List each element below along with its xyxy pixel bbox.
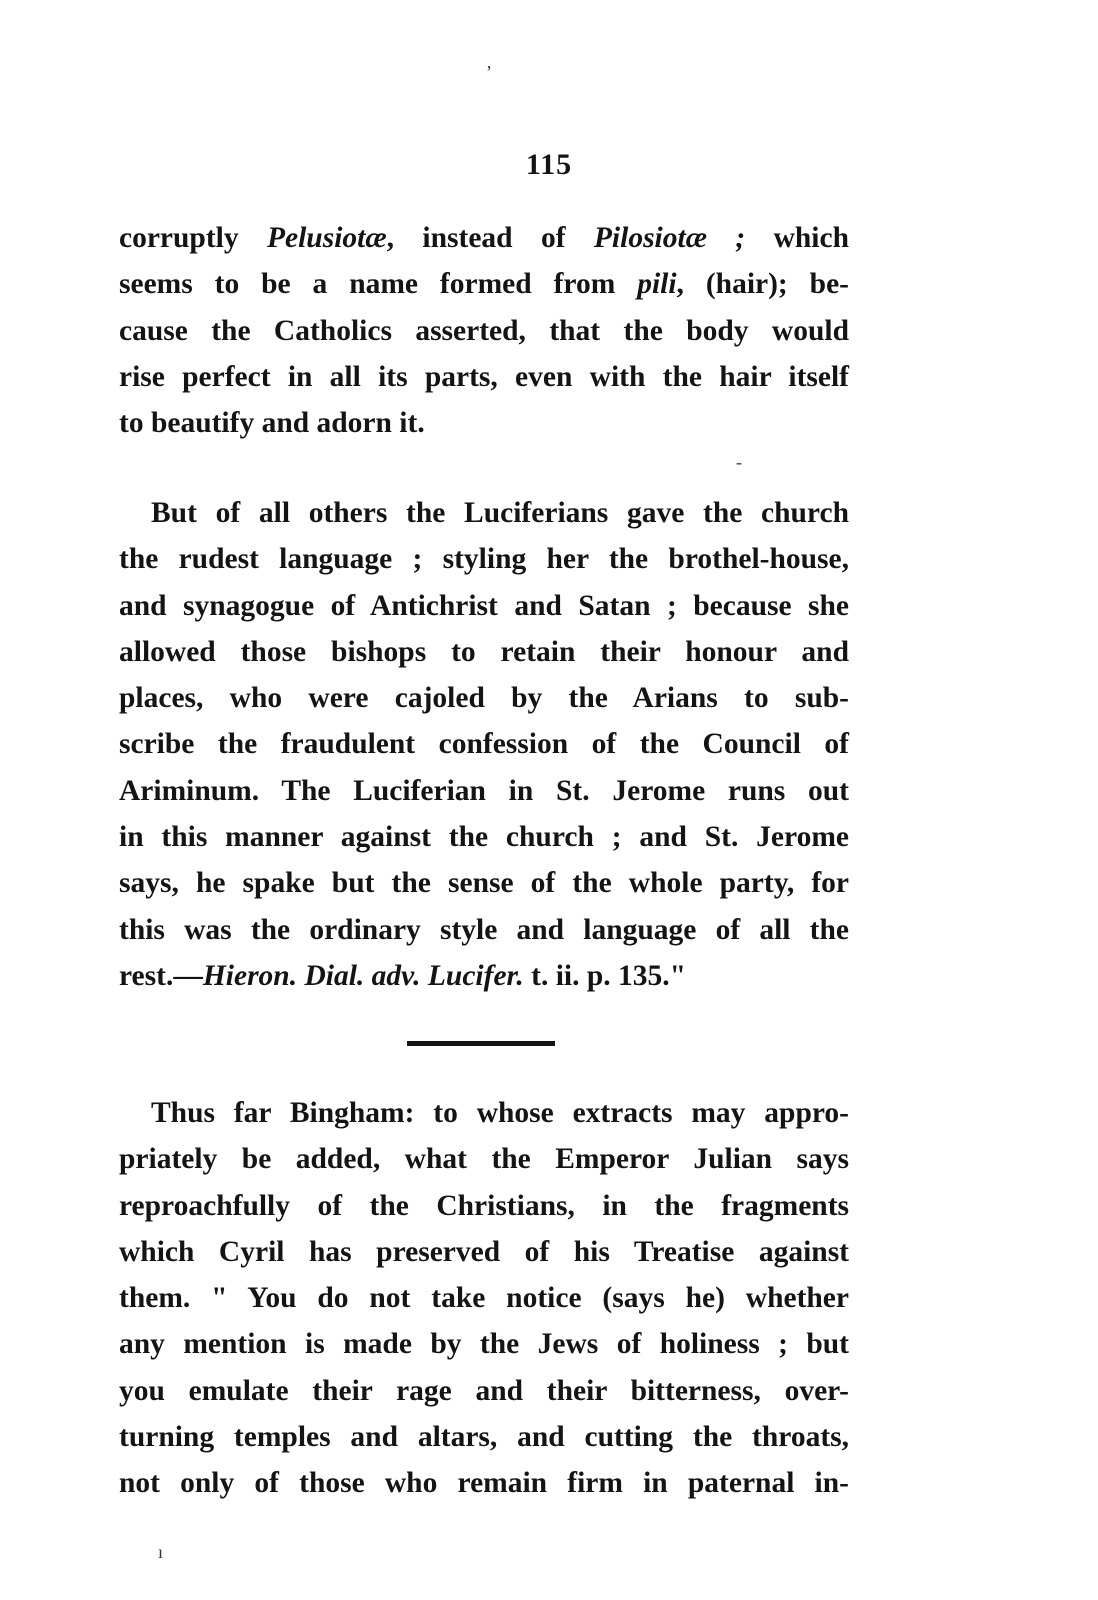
text-line: the rudest language ; styling her the brothel-house,: [119, 543, 849, 576]
text-line: any mention is made by the Jews of holiness ; but: [119, 1328, 849, 1361]
text-line: places, who were cajoled by the Arians to sub-: [119, 682, 849, 715]
paragraph-continuation: [119, 215, 849, 446]
text-line: corruptly Pelusiotæ, instead of Pilosiotæ ; which: [119, 222, 849, 254]
text-line: But of all others the Luciferians gave the church: [151, 497, 849, 529]
section-divider: [407, 1041, 555, 1046]
top-mark: ‚: [486, 52, 492, 72]
text-line: priately be added, what the Emperor Julian says: [119, 1143, 849, 1176]
text-line: in this manner against the church ; and St. Jerome: [119, 821, 849, 854]
paragraph-luciferians: [119, 490, 849, 999]
text-line: cause the Catholics asserted, that the body would: [119, 314, 849, 347]
text-line: them. " You do not take notice (says he) whether: [119, 1282, 849, 1315]
text-line: Ariminum. The Luciferian in St. Jerome runs out: [119, 774, 849, 807]
text-line: rise perfect in all its parts, even with the hair itself: [119, 360, 849, 393]
italic-term: pili: [637, 268, 677, 301]
text-line: rest.—Hieron. Dial. adv. Lucifer. t. ii. p. 135.": [119, 959, 687, 992]
stray-mark: -: [736, 452, 742, 472]
text-line: scribe the fraudulent confession of the Council of: [119, 728, 849, 761]
text-line: says, he spake but the sense of the whole party, for: [119, 867, 849, 900]
text-line: allowed those bishops to retain their honour and: [119, 635, 849, 668]
bottom-mark: ı: [158, 1542, 164, 1562]
page-number: 115: [525, 148, 573, 181]
text-line: reproachfully of the Christians, in the fragments: [119, 1189, 849, 1222]
text-line: and synagogue of Antichrist and Satan ; because she: [119, 589, 849, 622]
text-line: to beautify and adorn it.: [119, 407, 425, 440]
text-line: this was the ordinary style and language of all the: [119, 913, 849, 946]
text-line: turning temples and altars, and cutting the throats,: [119, 1421, 849, 1454]
citation: Hieron. Dial. adv. Lucifer.: [202, 959, 524, 992]
italic-term: Pelusiotæ: [267, 222, 387, 254]
text-line: Thus far Bingham: to whose extracts may appro-: [151, 1097, 849, 1129]
italic-term: Pilosiotæ ;: [593, 222, 746, 254]
text-line: seems to be a name formed from pili, (hair); be-: [119, 268, 849, 301]
text-line: you emulate their rage and their bitterness, over-: [119, 1374, 849, 1407]
text-line: not only of those who remain firm in paternal in-: [119, 1467, 849, 1500]
text-line: which Cyril has preserved of his Treatise against: [119, 1235, 849, 1268]
paragraph-bingham: [119, 1090, 849, 1507]
